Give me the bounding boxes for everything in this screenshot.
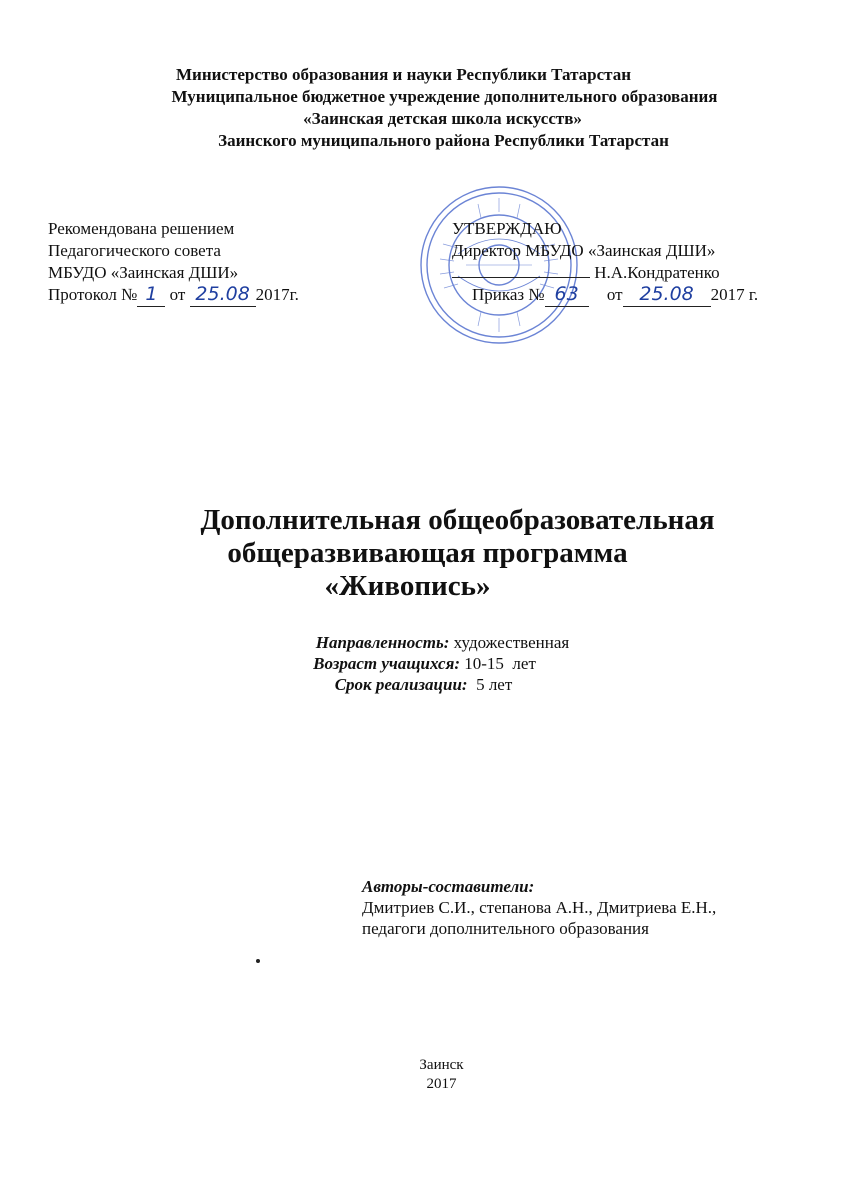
direction-label: Направленность: xyxy=(315,633,450,652)
district-name: Заинского муниципального района Республики Татарстан xyxy=(218,131,669,150)
protocol-line xyxy=(48,284,299,307)
order-prefix: Приказ № xyxy=(472,285,545,304)
approve-label: УТВЕРЖДАЮ xyxy=(452,219,562,238)
pedagogical-council-label: Педагогического совета xyxy=(48,241,221,260)
institution-type: Муниципальное бюджетное учреждение дополнительного образования xyxy=(171,87,718,106)
order-number-field xyxy=(545,284,589,307)
order-number: 63 xyxy=(554,283,579,305)
order-date-field xyxy=(623,284,711,307)
protocol-prefix: Протокол № xyxy=(48,285,138,304)
title-line-1: Дополнительная общеобразовательная xyxy=(200,504,715,536)
term-label: Срок реализации: xyxy=(334,675,468,694)
authors-names: Дмитриев С.И., степанова А.Н., Дмитриева Е.Н., xyxy=(362,898,717,917)
recommended-label: Рекомендована решением xyxy=(48,219,235,238)
recommendation-block xyxy=(48,218,299,307)
authors-label: Авторы-составители: xyxy=(362,877,535,896)
footer-year: 2017 xyxy=(426,1076,457,1092)
document-footer xyxy=(0,1056,865,1094)
protocol-from: от xyxy=(165,285,190,304)
protocol-date-field xyxy=(190,284,256,307)
order-line xyxy=(472,284,758,307)
document-header xyxy=(0,64,865,152)
school-name: «Заинская детская школа искусств» xyxy=(303,109,582,128)
authors-block xyxy=(362,876,716,939)
approval-block xyxy=(452,218,758,307)
ministry-name: Министерство образования и науки Республики Татарстан xyxy=(176,65,631,84)
title-line-2: общеразвивающая программа xyxy=(227,537,628,569)
school-abbrev-label: МБУДО «Заинская ДШИ» xyxy=(48,263,239,282)
title-line-3: «Живопись» xyxy=(324,570,491,602)
direction-row xyxy=(20,632,865,653)
age-row xyxy=(0,653,865,674)
direction-value: художественная xyxy=(449,633,570,652)
order-year: 2017 г. xyxy=(710,285,759,304)
program-meta xyxy=(0,632,865,695)
authors-role: педагоги дополнительного образования xyxy=(362,919,649,938)
protocol-date: 25.08 xyxy=(195,283,250,305)
order-date: 25.08 xyxy=(639,283,694,305)
protocol-number-field xyxy=(137,284,165,307)
program-title xyxy=(0,504,865,603)
director-title: Директор МБУДО «Заинская ДШИ» xyxy=(452,241,716,260)
term-value: 5 лет xyxy=(467,675,513,694)
director-name: Н.А.Кондратенко xyxy=(594,263,720,282)
protocol-number: 1 xyxy=(145,283,158,305)
ink-dot xyxy=(256,959,260,963)
protocol-year: 2017г. xyxy=(255,285,299,304)
age-value: 10-15 лет xyxy=(460,654,536,673)
term-row xyxy=(0,674,865,695)
city-name: Заинск xyxy=(419,1057,464,1073)
age-label: Возраст учащихся: xyxy=(313,654,460,673)
director-signature-line xyxy=(452,262,758,284)
signature-field xyxy=(452,263,590,278)
order-from: от xyxy=(606,285,623,304)
